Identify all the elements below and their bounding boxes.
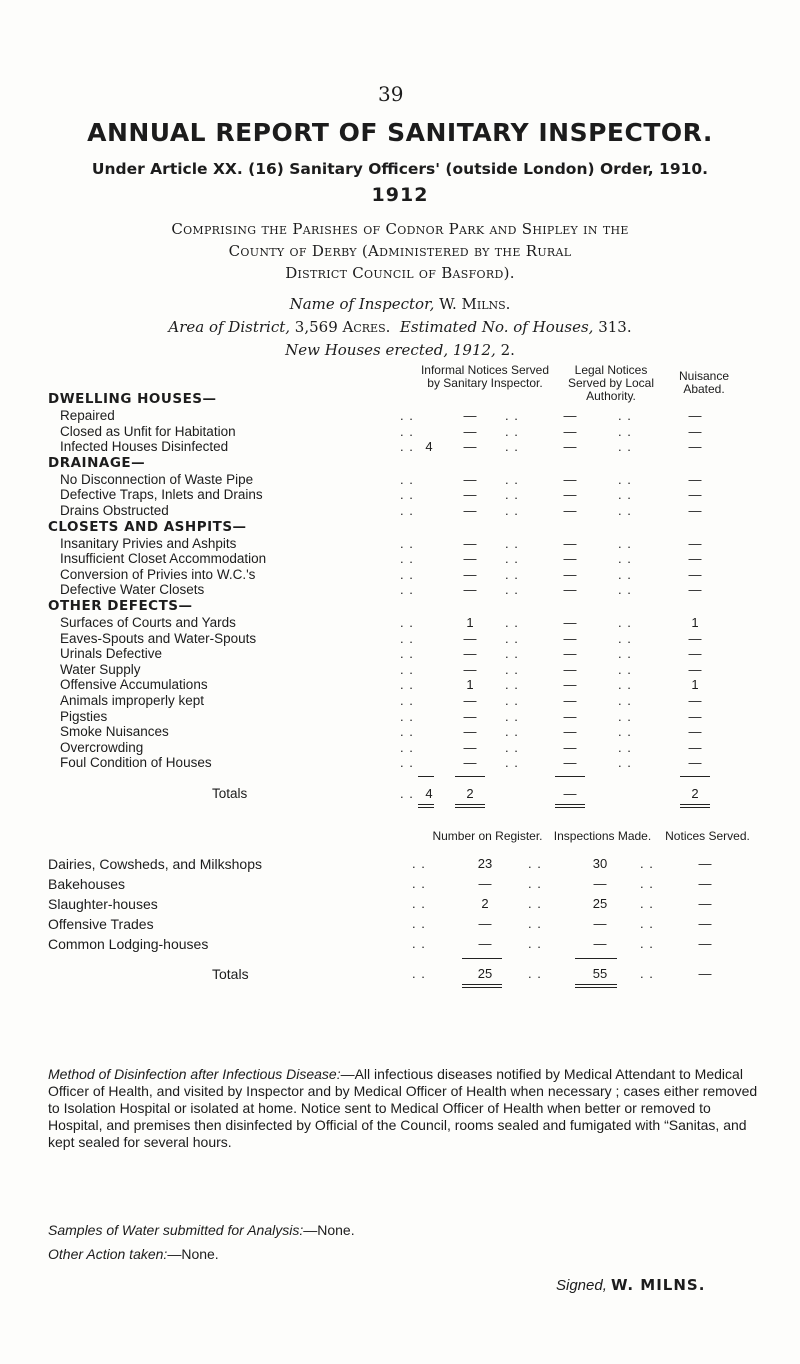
row-label: Conversion of Privies into W.C.'s bbox=[60, 566, 256, 582]
table-cell: 1 bbox=[691, 615, 699, 630]
row-label: Bakehouses bbox=[48, 876, 126, 892]
leader-dots: . . bbox=[505, 535, 519, 551]
row-label: Infected Houses Disinfected bbox=[60, 439, 229, 455]
table-cell: — bbox=[563, 646, 577, 662]
row-label: Drains Obstructed bbox=[60, 503, 169, 518]
leader-dots: . . bbox=[505, 677, 519, 693]
table-cell: — bbox=[688, 630, 702, 646]
area-value: 3,569 Acres. bbox=[294, 318, 391, 336]
section-heading: DRAINAGE— bbox=[48, 454, 146, 471]
signature-line bbox=[556, 1276, 705, 1294]
table-cell: — bbox=[563, 408, 577, 423]
table-cell: 4 bbox=[425, 439, 433, 455]
row-label: Pigsties bbox=[60, 708, 108, 724]
total-double-rule bbox=[555, 804, 585, 805]
table-cell: — bbox=[688, 755, 702, 771]
report-title: ANNUAL REPORT OF SANITARY INSPECTOR. bbox=[87, 118, 713, 147]
table-cell: — bbox=[563, 503, 577, 518]
leader-dots: . . bbox=[505, 646, 519, 662]
leader-dots: . . bbox=[505, 471, 519, 487]
table-cell: — bbox=[688, 551, 702, 567]
leader-dots: . . bbox=[400, 471, 414, 487]
total-rule bbox=[680, 776, 710, 777]
leader-dots: . . bbox=[412, 876, 426, 891]
leader-dots: . . bbox=[618, 630, 632, 646]
table-cell: — bbox=[688, 423, 702, 439]
leader-dots: . . bbox=[528, 936, 542, 951]
leader-dots: . . bbox=[618, 661, 632, 677]
table-cell: — bbox=[698, 916, 712, 931]
signed-name: W. MILNS. bbox=[611, 1276, 706, 1294]
total-double-rule bbox=[418, 804, 434, 805]
leader-dots: . . bbox=[505, 423, 519, 439]
row-label: No Disconnection of Waste Pipe bbox=[60, 471, 254, 487]
samples-label: Samples of Water submitted for Analysis: bbox=[48, 1222, 304, 1238]
table-cell: — bbox=[463, 471, 477, 487]
total-double-rule bbox=[575, 984, 617, 985]
total-rule bbox=[555, 776, 585, 777]
leader-dots: . . bbox=[618, 693, 632, 708]
leader-dots: . . bbox=[618, 503, 632, 518]
houses-value: 313. bbox=[598, 318, 632, 336]
method-text: —All infectious diseases notified by Medical Attendant to Medical Officer of Health, and visited by Inspector and by Medical Officer of Health when necessary ; cases either removed to Isolation Hospital or isolated at home. Notice sent to Medical Officer of Health when better or removed to Hospital, and premises then disinfected by Official of the Council, rooms sealed and fumigated with “Sanitas, and kept sealed for several hours. bbox=[48, 1066, 758, 1150]
table-cell: — bbox=[563, 708, 577, 724]
row-label: Closed as Unfit for Habitation bbox=[60, 423, 236, 439]
inspector-name: W. Milns. bbox=[439, 295, 511, 313]
leader-dots: . . bbox=[618, 615, 632, 630]
leader-dots: . . bbox=[400, 630, 414, 646]
table-cell: — bbox=[463, 535, 477, 551]
table-cell: — bbox=[563, 661, 577, 677]
houses-label: Estimated No. of Houses, bbox=[399, 318, 594, 336]
table-cell: — bbox=[688, 408, 702, 423]
section-heading: OTHER DEFECTS— bbox=[48, 598, 193, 614]
row-label: Eaves-Spouts and Water-Spouts bbox=[60, 630, 257, 646]
leader-dots: . . bbox=[400, 566, 414, 582]
area-line bbox=[0, 318, 800, 336]
leader-dots: . . bbox=[528, 856, 542, 871]
totals-label: Totals bbox=[212, 786, 248, 801]
leader-dots: . . bbox=[400, 408, 414, 423]
row-label: Animals improperly kept bbox=[60, 693, 205, 708]
leader-dots: . . bbox=[505, 661, 519, 677]
leader-dots: . . bbox=[618, 566, 632, 582]
table-cell: 23 bbox=[477, 856, 493, 871]
table-cell: — bbox=[593, 936, 607, 951]
table-cell: — bbox=[698, 876, 712, 891]
leader-dots: . . bbox=[618, 487, 632, 503]
table-cell: — bbox=[698, 856, 712, 871]
table-cell: — bbox=[563, 566, 577, 582]
total-double-rule bbox=[462, 984, 502, 985]
other-action-label: Other Action taken: bbox=[48, 1246, 168, 1262]
leader-dots: . . bbox=[505, 439, 519, 455]
table-cell: — bbox=[463, 630, 477, 646]
total-double-rule bbox=[680, 807, 710, 808]
leader-dots: . . bbox=[528, 896, 542, 911]
table-cell: — bbox=[688, 693, 702, 708]
table-cell: — bbox=[463, 708, 477, 724]
row-label: Dairies, Cowsheds, and Milkshops bbox=[48, 856, 262, 872]
leader-dots: . . bbox=[505, 408, 519, 423]
table-cell: — bbox=[563, 535, 577, 551]
leader-dots: . . bbox=[640, 896, 654, 911]
table-cell: — bbox=[478, 936, 492, 951]
table-cell: — bbox=[688, 471, 702, 487]
leader-dots: . . bbox=[618, 739, 632, 755]
leader-dots: . . bbox=[400, 503, 414, 518]
total-double-rule bbox=[575, 987, 617, 988]
table-cell: 2 bbox=[466, 786, 474, 801]
total-double-rule bbox=[455, 807, 485, 808]
row-label: Smoke Nuisances bbox=[60, 724, 169, 740]
leader-dots: . . bbox=[505, 503, 519, 518]
leader-dots: . . bbox=[618, 471, 632, 487]
leader-dots: . . bbox=[400, 693, 414, 708]
table-cell: — bbox=[698, 966, 712, 981]
samples-value: —None. bbox=[303, 1222, 355, 1238]
leader-dots: . . bbox=[412, 916, 426, 931]
table-cell: 30 bbox=[592, 856, 608, 871]
leader-dots: . . bbox=[505, 708, 519, 724]
table-cell: — bbox=[463, 408, 477, 423]
new-houses-line bbox=[0, 341, 800, 359]
inspector-line bbox=[0, 295, 800, 313]
table-cell: — bbox=[593, 916, 607, 931]
table-cell: — bbox=[563, 693, 577, 708]
area-label: Area of District, bbox=[168, 318, 291, 336]
table2-column-header: Number on Register. bbox=[432, 829, 543, 843]
section-heading: DWELLING HOUSES— bbox=[48, 391, 217, 407]
leader-dots: . . bbox=[618, 677, 632, 693]
table-cell: — bbox=[688, 439, 702, 455]
leader-dots: . . bbox=[400, 582, 414, 598]
row-label: Common Lodging-houses bbox=[48, 936, 209, 952]
table-cell: — bbox=[688, 582, 702, 598]
table-cell: 2 bbox=[691, 786, 699, 801]
leader-dots: . . bbox=[640, 916, 654, 931]
leader-dots: . . bbox=[505, 630, 519, 646]
leader-dots: . . bbox=[618, 535, 632, 551]
table-cell: — bbox=[698, 936, 712, 951]
table-cell: 1 bbox=[466, 677, 474, 693]
leader-dots: . . bbox=[505, 615, 519, 630]
table-cell: — bbox=[463, 755, 477, 771]
leader-dots: . . bbox=[640, 856, 654, 871]
table-cell: — bbox=[463, 582, 477, 598]
row-label: Insanitary Privies and Ashpits bbox=[60, 535, 237, 551]
table-cell: — bbox=[463, 551, 477, 567]
row-label: Water Supply bbox=[60, 661, 141, 677]
table-cell: — bbox=[688, 661, 702, 677]
table-cell: — bbox=[563, 487, 577, 503]
leader-dots: . . bbox=[528, 966, 542, 981]
table-cell: — bbox=[563, 582, 577, 598]
leader-dots: . . bbox=[505, 739, 519, 755]
row-label: Foul Condition of Houses bbox=[60, 755, 212, 771]
other-action-value: —None. bbox=[167, 1246, 219, 1262]
leader-dots: . . bbox=[400, 724, 414, 740]
leader-dots: . . bbox=[528, 876, 542, 891]
leader-dots: . . bbox=[505, 566, 519, 582]
inspector-label: Name of Inspector, bbox=[289, 295, 435, 313]
table-cell: — bbox=[688, 503, 702, 518]
total-rule bbox=[455, 776, 485, 777]
leader-dots: . . bbox=[400, 487, 414, 503]
leader-dots: . . bbox=[505, 551, 519, 567]
signed-label: Signed, bbox=[556, 1277, 607, 1294]
row-label: Defective Traps, Inlets and Drains bbox=[60, 487, 263, 503]
table-cell: — bbox=[463, 739, 477, 755]
table-cell: — bbox=[478, 876, 492, 891]
table2-column-header: Inspections Made. bbox=[553, 829, 652, 843]
total-rule bbox=[575, 958, 617, 959]
table-cell: — bbox=[463, 487, 477, 503]
row-label: Overcrowding bbox=[60, 739, 144, 755]
table-cell: — bbox=[563, 677, 577, 693]
row-label: Defective Water Closets bbox=[60, 582, 205, 598]
table-cell: — bbox=[563, 630, 577, 646]
leader-dots: . . bbox=[505, 693, 519, 708]
leader-dots: . . bbox=[618, 755, 632, 771]
leader-dots: . . bbox=[618, 551, 632, 567]
table-cell: — bbox=[688, 739, 702, 755]
leader-dots: . . bbox=[618, 439, 632, 455]
table-cell: — bbox=[478, 916, 492, 931]
leader-dots: . . bbox=[618, 423, 632, 439]
totals-label: Totals bbox=[212, 966, 249, 982]
table-cell: — bbox=[463, 646, 477, 662]
table2-column-header: Notices Served. bbox=[665, 829, 750, 843]
leader-dots: . . bbox=[618, 582, 632, 598]
table-cell: — bbox=[688, 535, 702, 551]
leader-dots: . . bbox=[640, 936, 654, 951]
leader-dots: . . bbox=[400, 739, 414, 755]
leader-dots: . . bbox=[400, 677, 414, 693]
leader-dots: . . bbox=[400, 755, 414, 771]
district-line-3: District Council of Basford). bbox=[285, 264, 515, 282]
leader-dots: . . bbox=[528, 916, 542, 931]
col-nuisance-abated: Nuisance Abated. bbox=[678, 369, 730, 396]
col-informal-notices: Informal Notices Served by Sanitary Inspector. bbox=[420, 363, 550, 390]
leader-dots: . . bbox=[618, 724, 632, 740]
leader-dots: . . bbox=[400, 661, 414, 677]
table-cell: — bbox=[593, 876, 607, 891]
row-label: Insufficient Closet Accommodation bbox=[60, 551, 267, 567]
table-cell: 2 bbox=[481, 896, 489, 911]
samples-line bbox=[48, 1222, 355, 1239]
other-action-line bbox=[48, 1246, 219, 1263]
table-cell: 25 bbox=[592, 896, 608, 911]
table-cell: 1 bbox=[466, 615, 474, 630]
total-double-rule bbox=[462, 987, 502, 988]
total-double-rule bbox=[418, 807, 434, 808]
table-cell: 25 bbox=[477, 966, 493, 981]
row-label: Offensive Trades bbox=[48, 916, 154, 932]
method-label: Method of Disinfection after Infectious Disease: bbox=[48, 1066, 341, 1082]
section-heading: CLOSETS AND ASHPITS— bbox=[48, 518, 247, 535]
leader-dots: . . bbox=[640, 966, 654, 981]
leader-dots: . . bbox=[400, 708, 414, 724]
new-houses-label: New Houses erected, 1912, bbox=[285, 341, 496, 359]
row-label: Offensive Accumulations bbox=[60, 677, 208, 693]
table-cell: — bbox=[563, 471, 577, 487]
district-description bbox=[0, 218, 800, 284]
leader-dots: . . bbox=[412, 896, 426, 911]
leader-dots: . . bbox=[618, 408, 632, 423]
table-cell: — bbox=[688, 708, 702, 724]
table-cell: 4 bbox=[425, 786, 433, 801]
table-cell: — bbox=[463, 423, 477, 439]
new-houses-value: 2. bbox=[500, 341, 515, 359]
table-cell: — bbox=[688, 566, 702, 582]
leader-dots: . . bbox=[618, 708, 632, 724]
page-number: 39 bbox=[378, 82, 404, 106]
leader-dots: . . bbox=[400, 439, 414, 455]
row-label: Urinals Defective bbox=[60, 646, 163, 662]
table-cell: — bbox=[563, 724, 577, 740]
leader-dots: . . bbox=[400, 551, 414, 567]
leader-dots: . . bbox=[505, 755, 519, 771]
table-cell: — bbox=[563, 786, 577, 801]
table-cell: — bbox=[698, 896, 712, 911]
row-label: Repaired bbox=[60, 408, 115, 423]
leader-dots: . . bbox=[412, 966, 426, 981]
table-cell: — bbox=[463, 693, 477, 708]
total-rule bbox=[418, 776, 434, 777]
district-line-2: County of Derby (Administered by the Rural bbox=[228, 242, 572, 260]
table-cell: — bbox=[463, 503, 477, 518]
table-cell: 1 bbox=[691, 677, 699, 693]
leader-dots: . . bbox=[400, 535, 414, 551]
total-rule bbox=[462, 958, 502, 959]
table-cell: — bbox=[463, 439, 477, 455]
table-cell: — bbox=[463, 724, 477, 740]
table-cell: — bbox=[688, 646, 702, 662]
table-cell: — bbox=[563, 423, 577, 439]
leader-dots: . . bbox=[400, 646, 414, 662]
leader-dots: . . bbox=[505, 582, 519, 598]
leader-dots: . . bbox=[505, 487, 519, 503]
table-cell: — bbox=[463, 661, 477, 677]
col-legal-notices: Legal Notices Served by Local Authority. bbox=[567, 363, 655, 403]
district-line-1: Comprising the Parishes of Codnor Park and Shipley in the bbox=[171, 220, 629, 238]
leader-dots: . . bbox=[400, 423, 414, 439]
leader-dots: . . bbox=[618, 646, 632, 662]
leader-dots: . . bbox=[640, 876, 654, 891]
table-cell: — bbox=[563, 439, 577, 455]
leader-dots: . . bbox=[400, 786, 414, 801]
leader-dots: . . bbox=[400, 615, 414, 630]
row-label: Surfaces of Courts and Yards bbox=[60, 615, 236, 630]
table-cell: — bbox=[563, 755, 577, 771]
report-subtitle: Under Article XX. (16) Sanitary Officers' (outside London) Order, 1910. bbox=[91, 160, 709, 178]
table-cell: — bbox=[688, 487, 702, 503]
leader-dots: . . bbox=[412, 856, 426, 871]
table-cell: — bbox=[688, 724, 702, 740]
leader-dots: . . bbox=[412, 936, 426, 951]
method-paragraph bbox=[48, 1066, 760, 1151]
total-double-rule bbox=[555, 807, 585, 808]
leader-dots: . . bbox=[505, 724, 519, 740]
table-cell: — bbox=[463, 566, 477, 582]
report-year: 1912 bbox=[371, 184, 429, 206]
table-cell: 55 bbox=[592, 966, 608, 981]
table-cell: — bbox=[563, 551, 577, 567]
total-double-rule bbox=[680, 804, 710, 805]
total-double-rule bbox=[455, 804, 485, 805]
row-label: Slaughter-houses bbox=[48, 896, 158, 912]
table-cell: — bbox=[563, 739, 577, 755]
table-cell: — bbox=[563, 615, 577, 630]
